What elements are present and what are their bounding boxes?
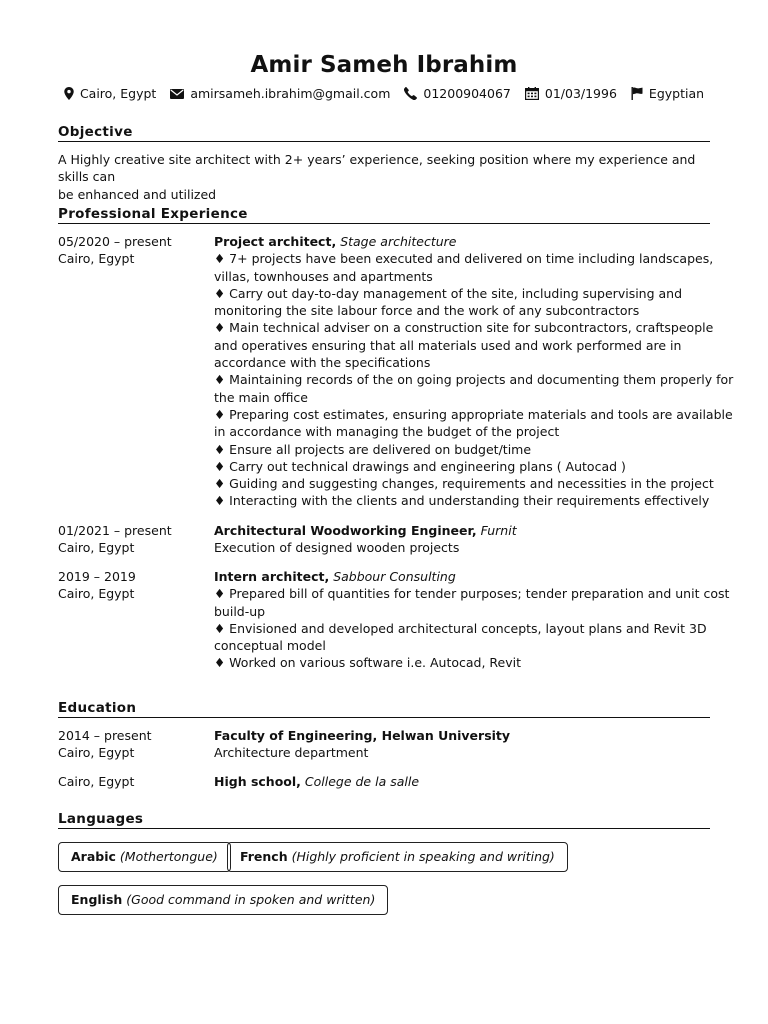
contact-phone-text: 01200904067 xyxy=(423,86,511,101)
language-badge-french xyxy=(227,842,568,872)
entry-date: 2014 – present xyxy=(58,728,152,743)
entry-org: College de la salle xyxy=(304,774,420,789)
calendar-icon xyxy=(525,87,539,100)
entry-org: Sabbour Consulting xyxy=(333,569,456,584)
flag-icon xyxy=(631,87,643,100)
entry-line: ♦ Maintaining records of the on going projects and documenting them properly for xyxy=(214,372,734,388)
entry-heading xyxy=(214,568,714,585)
contact-location xyxy=(64,86,156,101)
entry-date: 2019 – 2019 xyxy=(58,569,136,584)
location-pin-icon xyxy=(64,87,74,100)
contact-phone xyxy=(404,86,510,101)
contact-birthdate-text: 01/03/1996 xyxy=(544,86,617,101)
objective-line: A Highly creative site architect with 2+ years’ experience, seeking position where my experience and skills can xyxy=(58,152,696,185)
entry-line: ♦ Prepared bill of quantities for tender purposes; tender preparation and unit cost xyxy=(214,586,730,602)
language-level: (Highly proficient in speaking and writing) xyxy=(291,849,555,864)
contact-email[interactable] xyxy=(170,86,390,101)
language-level: (Mothertongue) xyxy=(119,849,218,864)
contact-bar xyxy=(0,86,768,101)
candidate-name: Amir Sameh Ibrahim xyxy=(250,52,518,78)
entry-line: build-up xyxy=(214,603,266,619)
entry-heading xyxy=(214,233,714,250)
language-name: French xyxy=(240,849,288,864)
entry-line: and operatives ensuring that all materials used and work performed are in xyxy=(214,337,682,353)
entry-line: Execution of designed wooden projects xyxy=(214,540,460,556)
entry-line: ♦ Carry out day-to-day management of the site, including supervising and xyxy=(214,285,683,301)
entry-line: monitoring the site labour force and the work of any subcontractors xyxy=(214,303,640,319)
entry-line: villas, townhouses and apartments xyxy=(214,268,433,284)
language-badge-english xyxy=(58,885,388,915)
entry-line: the main office xyxy=(214,389,308,405)
entry-line: ♦ Guiding and suggesting changes, requirements and necessities in the project xyxy=(214,476,714,492)
entry-location: Cairo, Egypt xyxy=(58,745,135,761)
entry-line: accordance with the specifications xyxy=(214,355,431,371)
envelope-icon xyxy=(170,89,184,99)
language-level: (Good command in spoken and written) xyxy=(126,892,376,907)
entry-line: conceptual model xyxy=(214,638,326,654)
section-title-education: Education xyxy=(58,700,710,718)
objective-text xyxy=(58,151,718,203)
entry-line: ♦ Envisioned and developed architectural concepts, layout plans and Revit 3D xyxy=(214,620,707,636)
entry-role: Faculty of Engineering, Helwan University xyxy=(214,728,511,743)
contact-nationality-text: Egyptian xyxy=(648,86,705,101)
entry-org: Stage architecture xyxy=(340,234,457,249)
entry-line: ♦ Carry out technical drawings and engineering plans ( Autocad ) xyxy=(214,458,626,474)
entry-line: ♦ Worked on various software i.e. Autocad, Revit xyxy=(214,655,522,671)
entry-heading xyxy=(214,727,714,744)
entry-line: ♦ Interacting with the clients and understanding their requirements effectively xyxy=(214,493,710,509)
entry-location: Cairo, Egypt xyxy=(58,774,135,789)
entry-date: 05/2020 – present xyxy=(58,234,172,249)
entry-heading xyxy=(214,773,714,790)
contact-birthdate xyxy=(525,86,617,101)
entry-line: Architecture department xyxy=(214,745,369,761)
entry-role: Architectural Woodworking Engineer, xyxy=(214,523,477,538)
language-name: Arabic xyxy=(71,849,116,864)
entry-line: ♦ Preparing cost estimates, ensuring appropriate materials and tools are available xyxy=(214,406,733,422)
language-badge-arabic xyxy=(58,842,231,872)
entry-org: Furnit xyxy=(480,523,517,538)
entry-role: High school, xyxy=(214,774,301,789)
entry-heading xyxy=(214,522,714,539)
entry-location: Cairo, Egypt xyxy=(58,540,135,556)
section-title-experience: Professional Experience xyxy=(58,206,710,224)
section-title-languages: Languages xyxy=(58,811,710,829)
entry-role: Project architect, xyxy=(214,234,337,249)
entry-line: ♦ Main technical adviser on a construction site for subcontractors, craftspeople xyxy=(214,320,714,336)
contact-location-text: Cairo, Egypt xyxy=(79,86,157,101)
entry-role: Intern architect, xyxy=(214,569,330,584)
objective-line: be enhanced and utilized xyxy=(58,186,217,202)
contact-email-text[interactable]: amirsameh.ibrahim@gmail.com xyxy=(190,86,391,101)
contact-nationality xyxy=(631,86,704,101)
entry-line: in accordance with managing the budget of the project xyxy=(214,424,560,440)
entry-line: ♦ Ensure all projects are delivered on budget/time xyxy=(214,441,532,457)
entry-location: Cairo, Egypt xyxy=(58,586,135,602)
entry-line: ♦ 7+ projects have been executed and delivered on time including landscapes, xyxy=(214,251,714,267)
phone-icon xyxy=(404,87,417,100)
entry-date: 01/2021 – present xyxy=(58,523,172,538)
language-name: English xyxy=(71,892,123,907)
entry-location: Cairo, Egypt xyxy=(58,251,135,267)
section-title-objective: Objective xyxy=(58,124,710,142)
